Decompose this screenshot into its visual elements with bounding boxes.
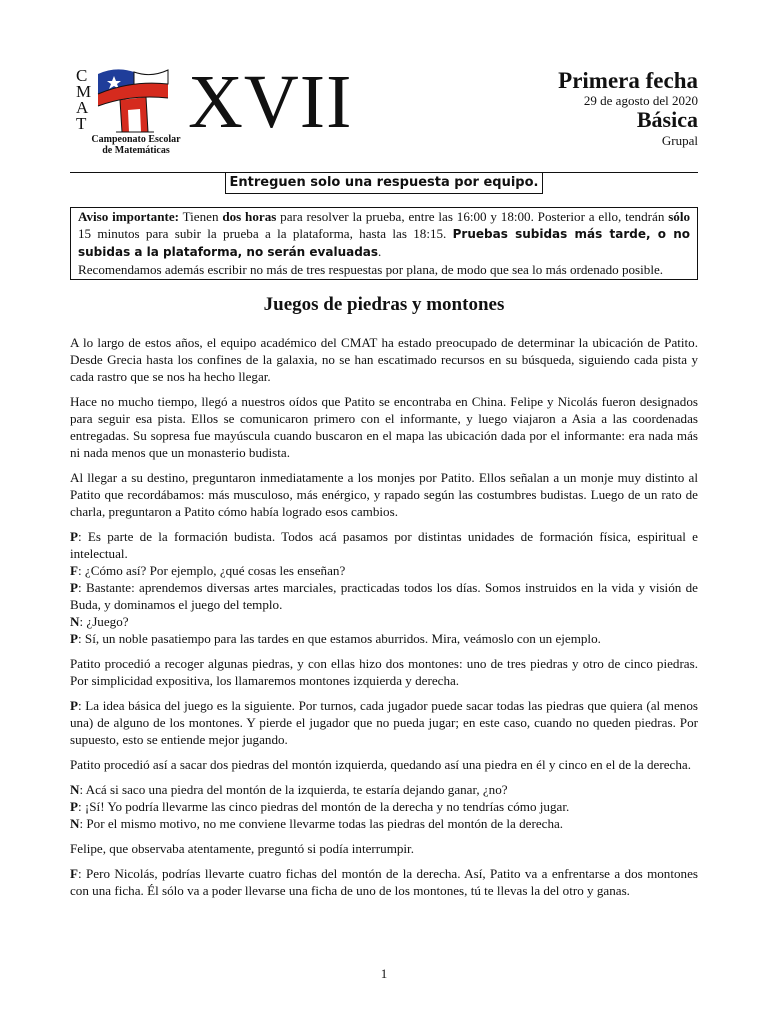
notice-text: Tienen [179, 209, 223, 224]
dialogue-text: : ¿Cómo así? Por ejemplo, ¿qué cosas les enseñan? [78, 563, 346, 578]
dialogue-line [70, 630, 698, 647]
cmat-logo [76, 62, 196, 160]
logo-letter: T [76, 114, 87, 133]
notice-bold: dos horas [222, 209, 277, 224]
dialogue-text: : ¡Sí! Yo podría llevarme las cinco piedras del montón de la derecha y no tendrías cómo jugar. [78, 799, 570, 814]
dialogue-line [70, 562, 698, 579]
dialogue-text: : Sí, un noble pasatiempo para las tardes en que estamos aburridos. Mira, veámoslo con un ejemplo. [78, 631, 601, 646]
paragraph: Hace no mucho tiempo, llegó a nuestros oídos que Patito se encontraba en China. Felipe y Nicolás fueron designados para seguir esa pista. Ellos se comunicaron primero con el informante, y luego viajaron a Asia a las coordenadas entregadas. Su sopresa fue mayúscula cuando buscaron en el mapa las ubicación dada por el informante: era nada más ni nada menos que un monasterio budista. [70, 394, 698, 460]
dialogue-line [70, 798, 698, 815]
dialogue-text: : ¿Juego? [79, 614, 129, 629]
dialogue-text: : Pero Nicolás, podrías llevarte cuatro fichas del montón de la derecha. Así, Patito va a enfrentarse a dos montones con una ficha. Él sólo va a poder llevarse una ficha de uno de los montones, tú te llevas la del otro y ganas. [70, 866, 698, 898]
speaker-label: P [70, 580, 78, 595]
dialogue-line [70, 697, 698, 748]
notice-line-2: Recomendamos además escribir no más de tres respuestas por plana, de modo que sea lo más ordenado posible. [78, 262, 664, 277]
notice-text: . [378, 244, 382, 259]
dialogue-text: : La idea básica del juego es la siguiente. Por turnos, cada jugador puede sacar todas las piedras que quiera (al menos una) de alguno de los montones. Y pierde el jugador que no pueda jugar; en este caso, cuando no queden piedras. Por supuesto, esto se entiende mejor jugando. [70, 698, 698, 747]
speaker-label: F [70, 563, 78, 578]
team-note [70, 173, 698, 194]
logo-letter: M [76, 82, 92, 101]
speaker-label: N [70, 816, 80, 831]
logo-letters [76, 68, 91, 132]
dialogue-line [70, 579, 698, 613]
dialogue-text: : Es parte de la formación budista. Todos acá pasamos por distintas unidades de formación física, espiritual e intelectual. [70, 529, 698, 561]
dialogue-text: : Acá si saco una piedra del montón de la izquierda, te estaría dejando ganar, ¿no? [79, 782, 508, 797]
logo-letter: C [76, 66, 88, 85]
notice-text: para resolver la prueba, entre las 16:00 y 18:00. Posterior a ello, tendrán [276, 209, 669, 224]
speaker-label: P [70, 631, 78, 646]
exam-date: 29 de agosto del 2020 [583, 93, 698, 108]
problem-body [70, 334, 698, 907]
dialogue-text: : Bastante: aprendemos diversas artes marciales, practicadas todos los días. Somos instruidos en la vida y visión de Buda, y dominamos el juego del templo. [70, 580, 698, 612]
notice-bold: sólo [668, 209, 691, 224]
notice-text: 15 minutos para subir la prueba a la plataforma, hasta las 18:15. [78, 226, 453, 241]
speaker-label: P [70, 529, 78, 544]
paragraph: A lo largo de estos años, el equipo académico del CMAT ha estado preocupado de determinar la ubicación de Patito. Desde Grecia hasta los confines de la galaxia, no se han escatimado recursos en su búsqueda, siguiendo cada pista y cada rastro que se nos ha hecho llegar. [70, 335, 698, 384]
dialogue-text: : Por el mismo motivo, no me conviene llevarme todas las piedras del montón de la derecha. [79, 816, 564, 831]
paragraph: Patito procedió así a sacar dos piedras del montón izquierda, quedando así una piedra en él y cinco en el de la derecha. [70, 757, 691, 772]
problem-title: Juegos de piedras y montones [263, 294, 505, 315]
team-note-text: Entreguen solo una respuesta por equipo. [225, 173, 544, 194]
important-notice [70, 207, 698, 280]
round-title: Primera fecha [558, 68, 698, 93]
chile-flag-tower-icon [76, 62, 196, 136]
speaker-label: P [70, 799, 78, 814]
dialogue-line [70, 865, 698, 899]
logo-caption-line: de Matemáticas [102, 145, 170, 156]
dialogue-line [70, 528, 698, 562]
logo-caption-line: Campeonato Escolar [91, 134, 181, 145]
notice-line-1 [78, 208, 690, 261]
notice-label: Aviso importante: [78, 209, 180, 224]
speaker-label: F [70, 866, 78, 881]
logo-letter: A [76, 98, 89, 117]
speaker-label: N [70, 782, 80, 797]
dialogue-line [70, 613, 698, 630]
paragraph: Patito procedió a recoger algunas piedras, y con ellas hizo dos montones: uno de tres piedras y otro de cinco piedras. Por simplicidad expositiva, los llamaremos montones izquierda y derecha. [70, 656, 698, 688]
exam-mode: Grupal [661, 133, 698, 148]
exam-meta [558, 68, 698, 150]
dialogue-line [70, 781, 698, 798]
speaker-label: P [70, 698, 78, 713]
dialogue-line [70, 815, 698, 832]
header [70, 58, 698, 158]
page-number: 1 [380, 966, 388, 981]
exam-level: Básica [636, 107, 698, 132]
logo-caption [80, 134, 192, 156]
speaker-label: N [70, 614, 80, 629]
notice-warning: Pruebas subidas más tarde, o no subidas a la plataforma, no serán evaluadas [78, 227, 690, 259]
paragraph: Al llegar a su destino, preguntaron inmediatamente a los monjes por Patito. Ellos señalan a un monje muy distinto al Patito que recordábamos: más musculoso, más enérgico, y rapado según las costumbres budistas. Luego de un rato de charla, preguntaron a Patito cómo había logrado esos cambios. [70, 470, 698, 519]
edition-number: XVII [188, 60, 353, 144]
paragraph: Felipe, que observaba atentamente, preguntó si podía interrumpir. [70, 841, 414, 856]
